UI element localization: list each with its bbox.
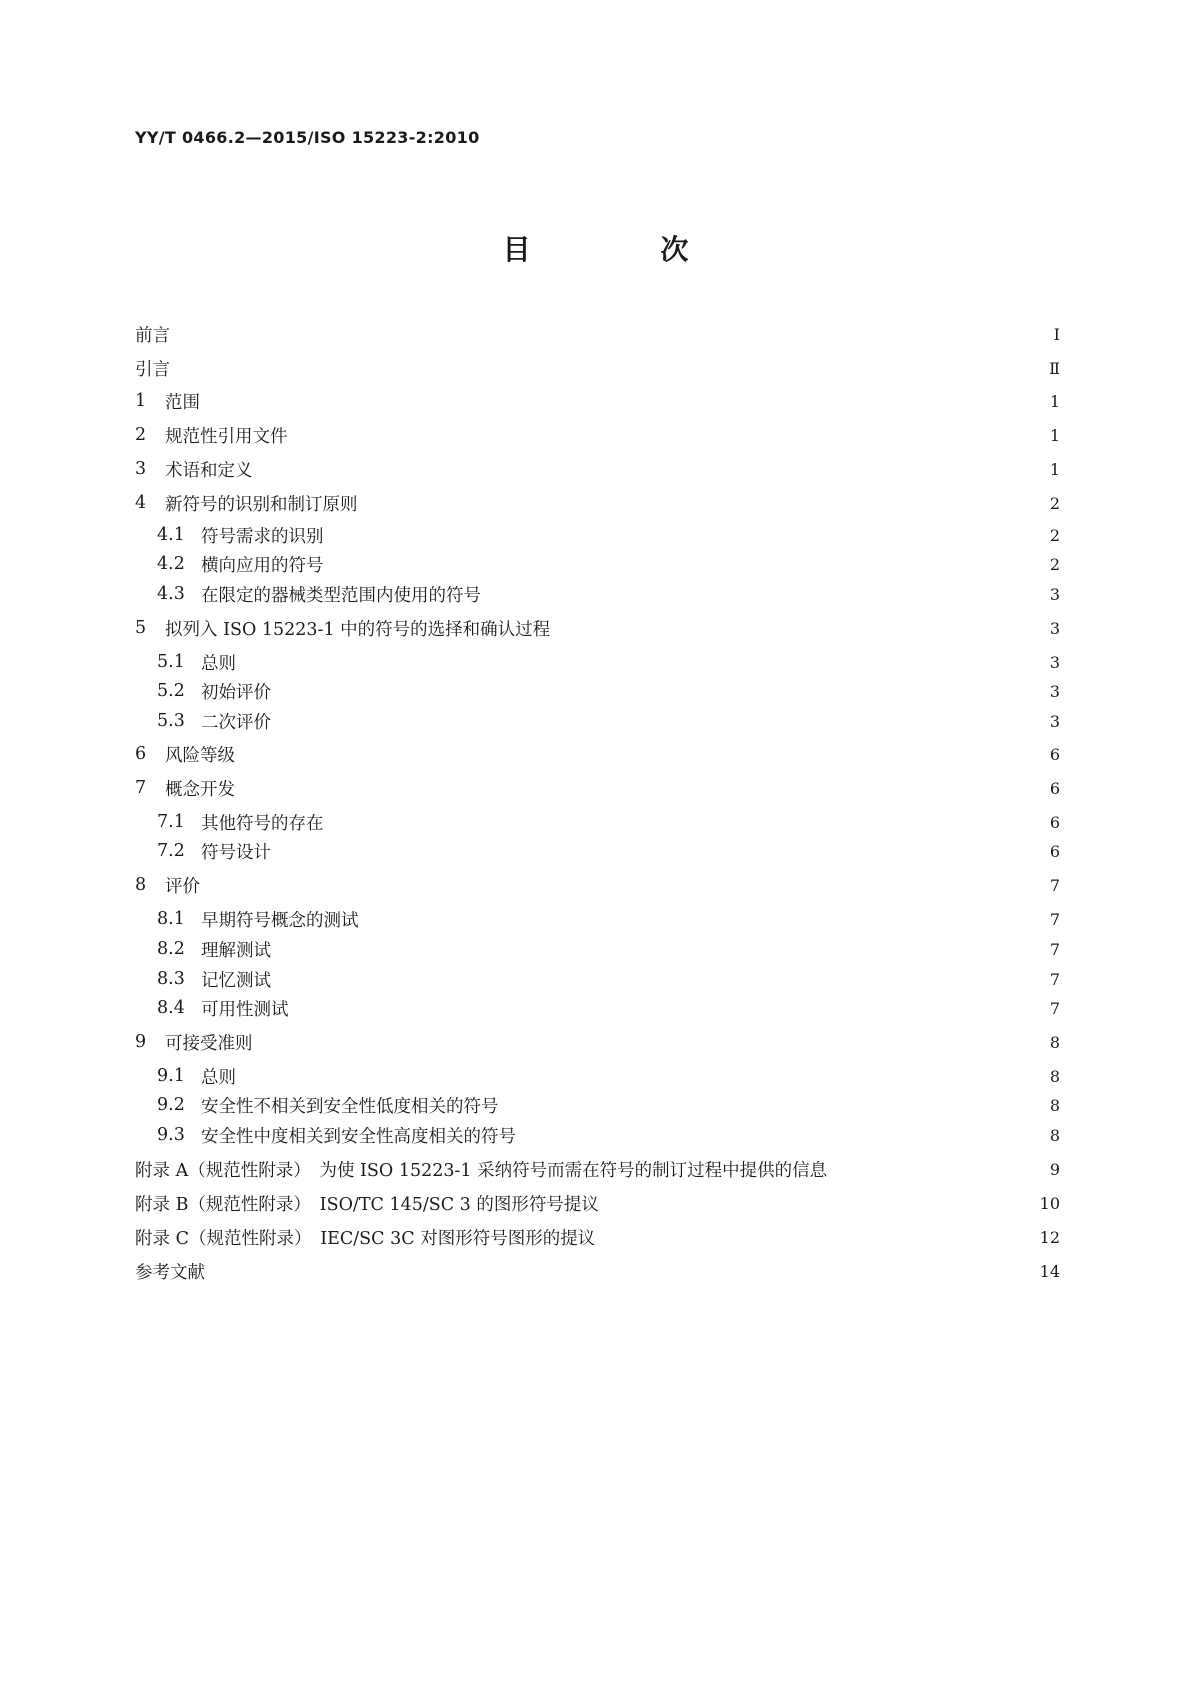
dot-leader — [366, 490, 1037, 516]
toc-entry[interactable] — [157, 906, 1060, 932]
toc-entry-page-number: 3 — [1049, 681, 1060, 701]
toc-entry-number: 4.1 — [157, 525, 185, 545]
toc-entry[interactable] — [157, 678, 1060, 704]
toc-entry-number: 8 — [135, 875, 147, 895]
toc-entry-page-number: 6 — [1049, 744, 1060, 764]
toc-entry[interactable] — [157, 966, 1060, 992]
toc-entry[interactable] — [157, 649, 1060, 675]
dot-leader — [332, 809, 1037, 835]
standard-number-header: YY/T 0466.2—2015/ISO 15223-2:2010 — [135, 128, 480, 147]
toc-entry-number: 9.1 — [157, 1066, 185, 1086]
toc-entry[interactable] — [135, 1190, 1060, 1216]
toc-entry-number: 5.3 — [157, 711, 185, 731]
toc-entry[interactable] — [157, 522, 1060, 548]
toc-entry-page-number: 6 — [1049, 812, 1060, 832]
toc-entry[interactable] — [157, 838, 1060, 864]
dot-leader — [558, 615, 1036, 641]
toc-entry-page-number: Ⅱ — [1049, 358, 1060, 378]
toc-entry-label: 总则 — [201, 1067, 236, 1088]
toc-entry-number: 9.2 — [157, 1095, 185, 1115]
toc-entry-page-number: 3 — [1049, 584, 1060, 604]
dot-leader — [243, 775, 1036, 801]
toc-entry-page-number: 2 — [1049, 493, 1060, 513]
dot-leader — [607, 1190, 1030, 1216]
toc-entry-label: 横向应用的符号 — [201, 555, 324, 576]
toc-entry-number: 8.2 — [157, 939, 185, 959]
toc-entry-number: 4.3 — [157, 584, 185, 604]
dot-leader — [244, 1063, 1036, 1089]
dot-leader — [261, 456, 1037, 482]
toc-entry-number: 2 — [135, 425, 147, 445]
page-title: 目 次 — [502, 233, 749, 266]
toc-entry[interactable] — [157, 995, 1060, 1021]
toc-entry-label: 符号设计 — [201, 842, 271, 863]
toc-entry[interactable] — [135, 490, 1060, 516]
toc-entry-page-number: Ⅰ — [1053, 324, 1060, 344]
toc-entry[interactable] — [135, 1224, 1060, 1250]
toc-entry-label: 评价 — [165, 876, 200, 897]
dot-leader — [603, 1224, 1029, 1250]
toc-entry-label: 附录 A（规范性附录） 为使 ISO 15223-1 采纳符号而需在符号的制订过程中提供的信息 — [135, 1160, 828, 1181]
toc-entry-label: 附录 B（规范性附录） ISO/TC 145/SC 3 的图形符号提议 — [135, 1194, 599, 1215]
toc-entry-label: 初始评价 — [201, 682, 271, 703]
toc-entry[interactable] — [157, 1092, 1060, 1118]
dot-leader — [243, 741, 1036, 767]
toc-entry[interactable] — [135, 615, 1060, 641]
toc-entry[interactable] — [135, 456, 1060, 482]
toc-entry-number: 5 — [135, 618, 147, 638]
dot-leader — [261, 1029, 1037, 1055]
toc-entry-page-number: 7 — [1049, 939, 1060, 959]
toc-entry-page-number: 7 — [1049, 909, 1060, 929]
toc-entry[interactable] — [135, 422, 1060, 448]
toc-entry[interactable] — [157, 809, 1060, 835]
toc-entry[interactable] — [135, 872, 1060, 898]
toc-entry-label: 记忆测试 — [201, 970, 271, 991]
toc-entry-number: 5.2 — [157, 681, 185, 701]
dot-leader — [178, 321, 1036, 347]
toc-entry-label: 在限定的器械类型范围内使用的符号 — [201, 585, 481, 606]
toc-entry-page-number: 9 — [1049, 1159, 1060, 1179]
toc-entry-label: 概念开发 — [165, 779, 235, 800]
dot-leader — [297, 995, 1037, 1021]
dot-leader — [244, 649, 1036, 675]
toc-entry-number: 8.3 — [157, 969, 185, 989]
toc-entry-page-number: 14 — [1039, 1261, 1060, 1281]
dot-leader — [835, 1156, 1036, 1182]
toc-entry[interactable] — [135, 741, 1060, 767]
toc-entry-label: 参考文献 — [135, 1262, 205, 1283]
toc-entry-page-number: 8 — [1049, 1095, 1060, 1115]
toc-entry-number: 7 — [135, 778, 147, 798]
toc-entry-page-number: 2 — [1049, 525, 1060, 545]
dot-leader — [332, 551, 1037, 577]
toc-entry-page-number: 6 — [1049, 841, 1060, 861]
toc-entry-page-number: 1 — [1049, 425, 1060, 445]
toc-entry-label: 安全性中度相关到安全性高度相关的符号 — [201, 1126, 516, 1147]
toc-entry-number: 9.3 — [157, 1125, 185, 1145]
toc-entry[interactable] — [157, 1063, 1060, 1089]
toc-entry-page-number: 1 — [1049, 391, 1060, 411]
toc-entry-page-number: 3 — [1049, 652, 1060, 672]
toc-entry-page-number: 7 — [1049, 998, 1060, 1018]
dot-leader — [507, 1092, 1037, 1118]
dot-leader — [279, 936, 1036, 962]
toc-entry[interactable] — [157, 551, 1060, 577]
toc-entry-label: 理解测试 — [201, 940, 271, 961]
toc-entry-page-number: 12 — [1039, 1227, 1060, 1247]
toc-entry-label: 新符号的识别和制订原则 — [165, 494, 358, 515]
toc-entry[interactable] — [157, 708, 1060, 734]
toc-entry-page-number: 1 — [1049, 459, 1060, 479]
toc-entry-label: 引言 — [135, 359, 170, 380]
toc-entry-page-number: 8 — [1049, 1066, 1060, 1086]
toc-entry-label: 其他符号的存在 — [201, 813, 324, 834]
toc-entry-number: 6 — [135, 744, 147, 764]
toc-entry[interactable] — [157, 936, 1060, 962]
toc-entry-page-number: 7 — [1049, 875, 1060, 895]
toc-entry-number: 8.4 — [157, 998, 185, 1018]
toc-entry-number: 9 — [135, 1032, 147, 1052]
toc-entry-label: 符号需求的识别 — [201, 526, 324, 547]
toc-entry-page-number: 7 — [1049, 969, 1060, 989]
toc-entry-number: 8.1 — [157, 909, 185, 929]
toc-entry-number: 5.1 — [157, 652, 185, 672]
dot-leader — [279, 678, 1036, 704]
dot-leader — [524, 1122, 1036, 1148]
toc-entry[interactable] — [157, 581, 1060, 607]
dot-leader — [296, 422, 1037, 448]
toc-entry[interactable] — [135, 1258, 1060, 1284]
toc-entry-number: 7.2 — [157, 841, 185, 861]
toc-entry-label: 前言 — [135, 325, 170, 346]
toc-entry[interactable] — [135, 1156, 1060, 1182]
dot-leader — [332, 522, 1037, 548]
toc-entry-label: 二次评价 — [201, 712, 271, 733]
toc-entry-page-number: 8 — [1049, 1125, 1060, 1145]
dot-leader — [208, 872, 1036, 898]
toc-entry-page-number: 8 — [1049, 1032, 1060, 1052]
toc-entry-label: 早期符号概念的测试 — [201, 910, 359, 931]
toc-entry[interactable] — [135, 1029, 1060, 1055]
toc-entry-label: 可用性测试 — [201, 999, 289, 1020]
toc-entry[interactable] — [135, 775, 1060, 801]
toc-entry-number: 7.1 — [157, 812, 185, 832]
toc-entry-label: 可接受准则 — [165, 1033, 253, 1054]
toc-entry-label: 总则 — [201, 653, 236, 674]
dot-leader — [489, 581, 1036, 607]
dot-leader — [213, 1258, 1030, 1284]
toc-entry-page-number: 10 — [1039, 1193, 1060, 1213]
toc-entry-label: 安全性不相关到安全性低度相关的符号 — [201, 1096, 499, 1117]
toc-entry[interactable] — [135, 388, 1060, 414]
toc-entry[interactable] — [135, 321, 1060, 347]
dot-leader — [367, 906, 1037, 932]
toc-entry-label: 拟列入 ISO 15223-1 中的符号的选择和确认过程 — [165, 619, 551, 640]
toc-entry-page-number: 3 — [1049, 711, 1060, 731]
toc-entry-page-number: 3 — [1049, 618, 1060, 638]
toc-entry-number: 1 — [135, 391, 147, 411]
toc-entry-number: 4.2 — [157, 554, 185, 574]
toc-entry-label: 术语和定义 — [165, 460, 253, 481]
toc-entry[interactable] — [135, 355, 1060, 381]
toc-entry-label: 规范性引用文件 — [165, 426, 288, 447]
toc-entry-page-number: 6 — [1049, 778, 1060, 798]
dot-leader — [178, 355, 1036, 381]
toc-entry-number: 3 — [135, 459, 147, 479]
dot-leader — [208, 388, 1036, 414]
dot-leader — [279, 966, 1036, 992]
toc-entry-number: 4 — [135, 493, 147, 513]
dot-leader — [279, 838, 1036, 864]
toc-entry-page-number: 2 — [1049, 554, 1060, 574]
dot-leader — [279, 708, 1036, 734]
toc-entry-label: 风险等级 — [165, 745, 235, 766]
toc-entry[interactable] — [157, 1122, 1060, 1148]
toc-entry-label: 附录 C（规范性附录） IEC/SC 3C 对图形符号图形的提议 — [135, 1228, 596, 1249]
toc-entry-label: 范围 — [165, 392, 200, 413]
